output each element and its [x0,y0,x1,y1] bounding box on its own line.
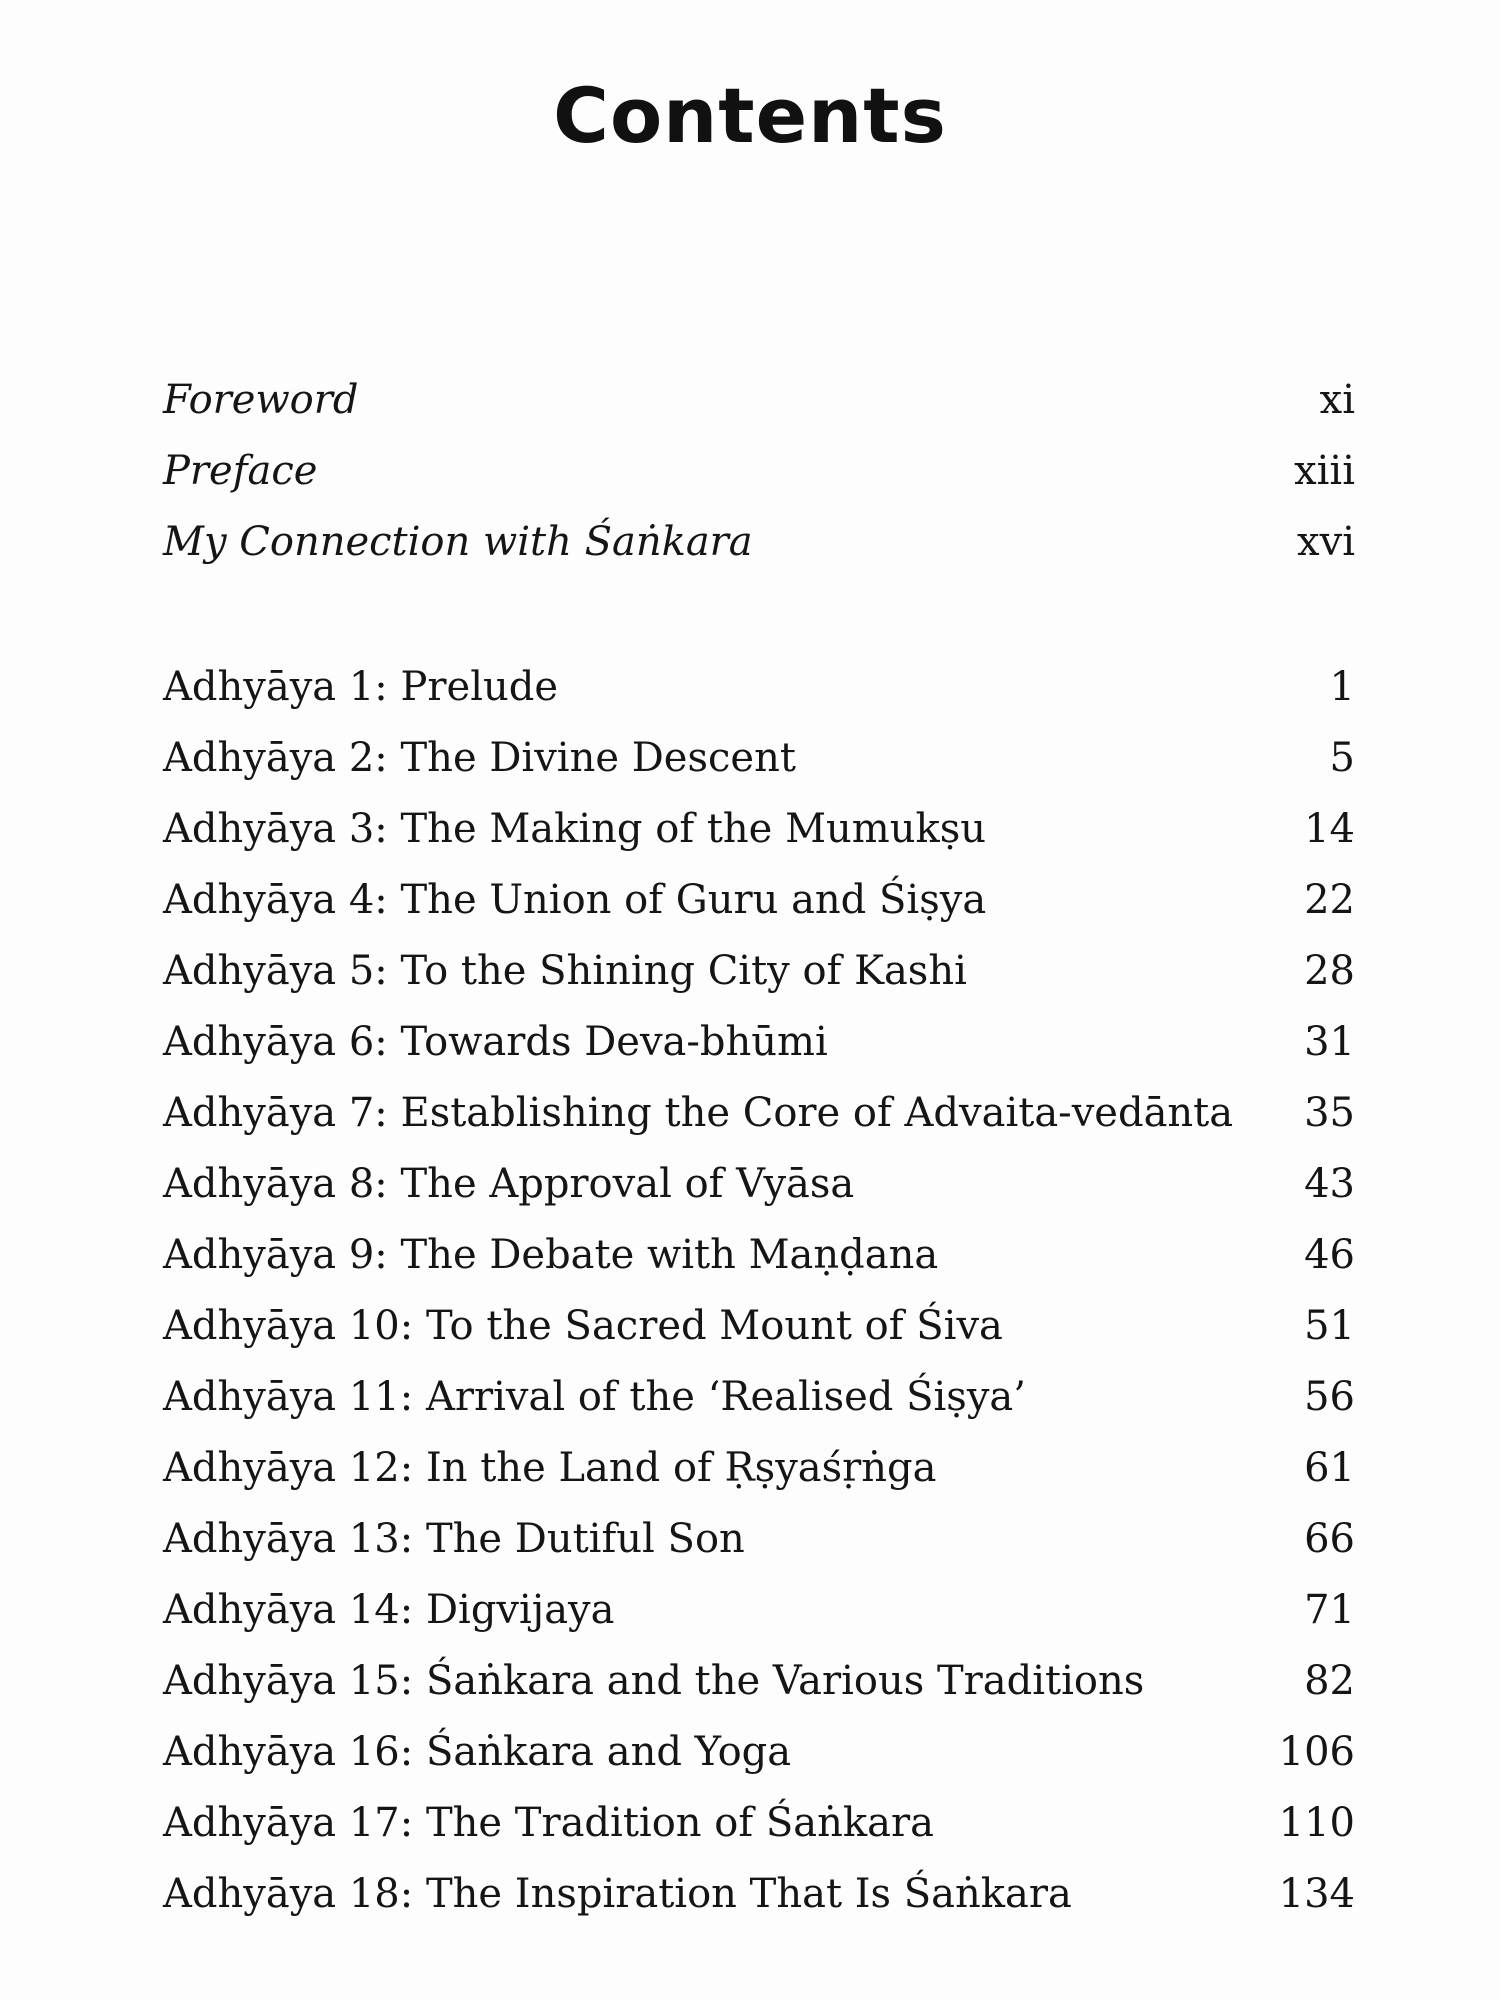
toc-entry-title: Adhyāya 14: Digvijaya [163,1587,615,1633]
toc-entry-title: Adhyāya 3: The Making of the Mumukṣu [163,806,987,852]
toc-entry-page: 31 [1304,1019,1355,1065]
toc-entry-adhyaya-11[interactable] [163,1362,1355,1433]
toc-entry-page: 82 [1304,1658,1355,1704]
toc-entry-page: 110 [1278,1800,1355,1846]
chapter-list [163,652,1355,1930]
toc-entry-page: 1 [1329,664,1355,710]
toc-entry-my-connection[interactable] [163,507,1355,578]
toc-entry-page: 22 [1304,877,1355,923]
toc-entry-title: My Connection with Śaṅkara [163,519,753,565]
toc-entry-title: Adhyāya 2: The Divine Descent [163,735,796,781]
toc-entry-title: Adhyāya 7: Establishing the Core of Advaita-vedānta [163,1090,1234,1136]
toc-entry-adhyaya-13[interactable] [163,1504,1355,1575]
toc-entry-adhyaya-12[interactable] [163,1433,1355,1504]
toc-entry-adhyaya-14[interactable] [163,1575,1355,1646]
toc-entry-page: 14 [1304,806,1355,852]
toc-entry-page: 35 [1304,1090,1355,1136]
page-title: Contents [553,71,947,160]
toc-entry-title: Adhyāya 11: Arrival of the ‘Realised Śiṣya’ [163,1374,1026,1420]
toc-entry-page: 5 [1329,735,1355,781]
toc-entry-page: 28 [1304,948,1355,994]
toc-entry-adhyaya-16[interactable] [163,1717,1355,1788]
toc-entry-title: Adhyāya 13: The Dutiful Son [163,1516,745,1562]
toc-entry-adhyaya-7[interactable] [163,1078,1355,1149]
toc-entry-adhyaya-15[interactable] [163,1646,1355,1717]
toc-entry-title: Preface [163,448,318,494]
toc-entry-adhyaya-1[interactable] [163,652,1355,723]
toc-entry-adhyaya-17[interactable] [163,1788,1355,1859]
toc-entry-page: xi [1319,377,1355,423]
toc-entry-title: Adhyāya 16: Śaṅkara and Yoga [163,1729,792,1775]
toc-entry-adhyaya-3[interactable] [163,794,1355,865]
toc-entry-page: 43 [1304,1161,1355,1207]
toc-entry-page: 71 [1304,1587,1355,1633]
toc-entry-page: 56 [1304,1374,1355,1420]
toc-entry-title: Adhyāya 17: The Tradition of Śaṅkara [163,1800,934,1846]
toc-entry-page: 134 [1278,1871,1355,1917]
toc-entry-page: 51 [1304,1303,1355,1349]
toc-entry-title: Adhyāya 12: In the Land of Ṛṣyaśṛṅga [163,1445,937,1491]
front-matter-list [163,365,1355,578]
toc-entry-title: Adhyāya 15: Śaṅkara and the Various Traditions [163,1658,1145,1704]
toc-entry-page: xvi [1297,519,1355,565]
toc-entry-title: Adhyāya 18: The Inspiration That Is Śaṅkara [163,1871,1072,1917]
toc-entry-title: Adhyāya 4: The Union of Guru and Śiṣya [163,877,987,923]
toc-entry-title: Adhyāya 1: Prelude [163,664,559,710]
toc-entry-title: Adhyāya 9: The Debate with Maṇḍana [163,1232,939,1278]
toc-entry-preface[interactable] [163,436,1355,507]
toc-entry-title: Adhyāya 5: To the Shining City of Kashi [163,948,967,994]
toc-entry-adhyaya-18[interactable] [163,1859,1355,1930]
toc-entry-page: xiii [1294,448,1355,494]
toc-entry-title: Foreword [163,377,359,423]
toc-entry-title: Adhyāya 6: Towards Deva-bhūmi [163,1019,828,1065]
toc-entry-adhyaya-8[interactable] [163,1149,1355,1220]
toc-entry-adhyaya-10[interactable] [163,1291,1355,1362]
toc-entry-adhyaya-4[interactable] [163,865,1355,936]
toc-entry-page: 66 [1304,1516,1355,1562]
toc-entry-adhyaya-5[interactable] [163,936,1355,1007]
toc-entry-page: 46 [1304,1232,1355,1278]
toc-entry-page: 61 [1304,1445,1355,1491]
toc-entry-adhyaya-6[interactable] [163,1007,1355,1078]
toc-entry-title: Adhyāya 10: To the Sacred Mount of Śiva [163,1303,1003,1349]
toc-entry-adhyaya-9[interactable] [163,1220,1355,1291]
toc-entry-page: 106 [1278,1729,1355,1775]
toc-entry-title: Adhyāya 8: The Approval of Vyāsa [163,1161,855,1207]
toc-entry-adhyaya-2[interactable] [163,723,1355,794]
toc-entry-foreword[interactable] [163,365,1355,436]
